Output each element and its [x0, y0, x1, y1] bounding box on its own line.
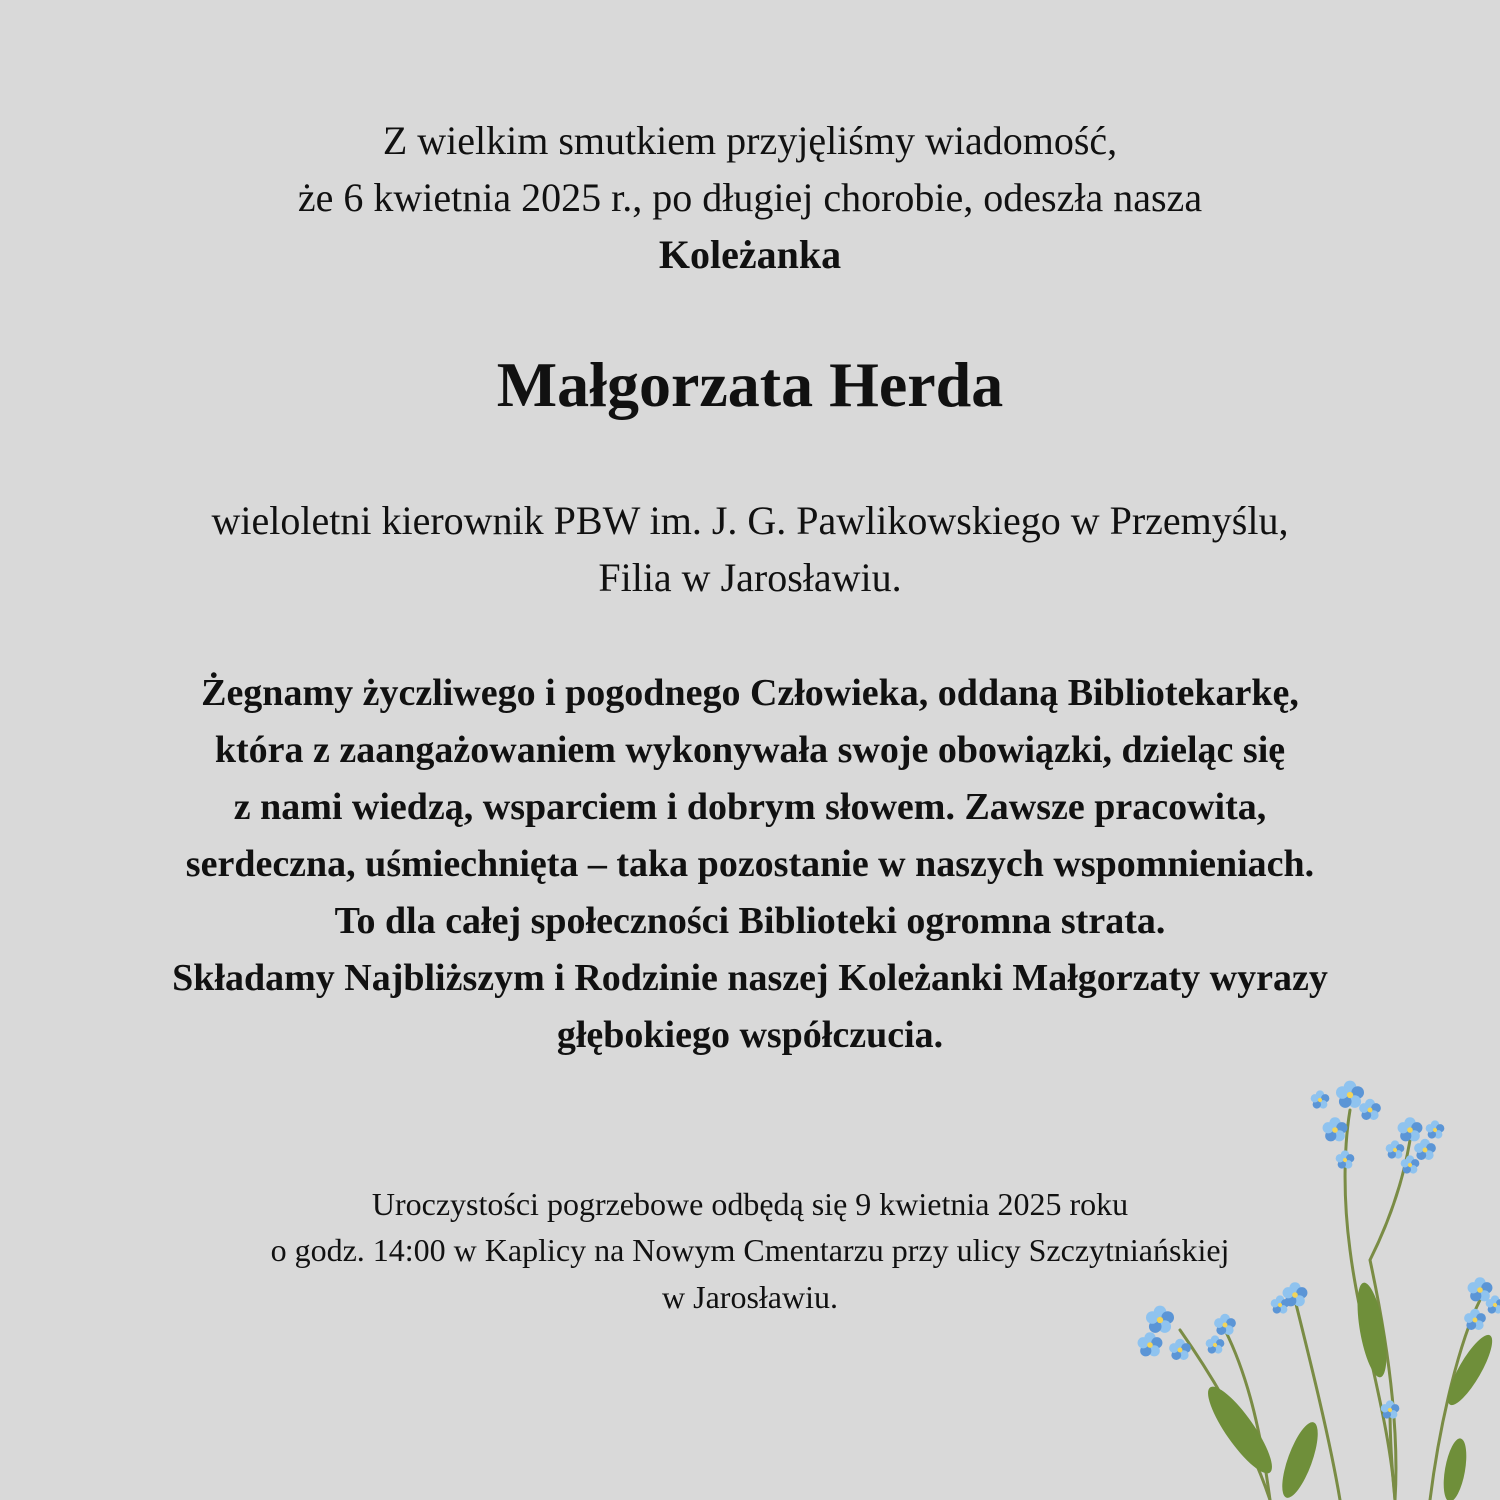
flower-petal: [1386, 1144, 1394, 1152]
flower-center: [1477, 1287, 1483, 1293]
flower-center: [1292, 1292, 1298, 1298]
forget-me-not-flowers-icon: [1080, 1060, 1500, 1500]
flower-center: [1423, 1148, 1428, 1153]
flower-center: [1223, 1323, 1228, 1328]
farewell-line: Składamy Najbliższym i Rodzinie naszej Koleżanki Małgorzaty wyrazy: [172, 957, 1328, 999]
flower-center: [1388, 1408, 1392, 1412]
flower-petal: [1359, 1103, 1369, 1113]
intro-line-1: Z wielkim smutkiem przyjęliśmy wiadomość,: [382, 118, 1118, 163]
farewell-line: serdeczna, uśmiechnięta – taka pozostanie w naszych wspomnieniach.: [185, 843, 1315, 885]
funeral-info-line: w Jarosławiu.: [662, 1279, 838, 1315]
farewell-line: z nami wiedzą, wsparciem i dobrym słowem. Zawsze pracowita,: [233, 786, 1267, 828]
funeral-info-line: o godz. 14:00 w Kaplicy na Nowym Cmentarzu przy ulicy Szczytniańskiej: [270, 1232, 1230, 1268]
flower-petal: [1214, 1318, 1224, 1328]
farewell-line: Żegnamy życzliwego i pogodnego Człowieka, oddaną Bibliotekarkę,: [201, 672, 1299, 714]
flower-petal: [1323, 1122, 1334, 1133]
flower-center: [1433, 1128, 1437, 1132]
flower-leaf: [1440, 1330, 1499, 1410]
flower-center: [1347, 1092, 1353, 1098]
funeral-info-line: Uroczystości pogrzebowe odbędą się 9 kwietnia 2025 roku: [371, 1186, 1129, 1222]
flower-center: [1407, 1127, 1413, 1133]
role-line-2: Filia w Jarosławiu.: [598, 555, 902, 600]
flower-petal: [1468, 1282, 1479, 1293]
flower-center: [1147, 1342, 1153, 1348]
flower-petal: [1206, 1339, 1214, 1347]
deceased-name: Małgorzata Herda: [496, 349, 1004, 420]
flower-center: [1343, 1158, 1347, 1162]
flower-petal: [1401, 1159, 1409, 1167]
flower-center: [1178, 1348, 1183, 1353]
flower-center: [1157, 1317, 1163, 1323]
role-line-1: wieloletni kierownik PBW im. J. G. Pawlikowskiego w Przemyślu,: [211, 498, 1289, 543]
flower-center: [1473, 1318, 1478, 1323]
farewell-line: To dla całej społeczności Biblioteki ogromna strata.: [334, 900, 1166, 942]
flower-petal: [1138, 1337, 1149, 1348]
flower-center: [1213, 1343, 1217, 1347]
flower-petal: [1311, 1094, 1319, 1102]
flower-leaf: [1275, 1418, 1325, 1500]
flower-petal: [1169, 1343, 1179, 1353]
flower-petal: [1426, 1124, 1434, 1132]
flower-petal: [1271, 1299, 1279, 1307]
flower-petal: [1464, 1313, 1474, 1323]
farewell-line: która z zaangażowaniem wykonywała swoje obowiązki, dzieląc się: [214, 729, 1286, 771]
flower-petal: [1146, 1311, 1159, 1324]
flower-center: [1393, 1148, 1397, 1152]
flower-petal: [1398, 1122, 1409, 1133]
flower-center: [1278, 1303, 1282, 1307]
flower-center: [1493, 1303, 1497, 1307]
flower-leaf: [1440, 1437, 1471, 1500]
flower-petal: [1336, 1154, 1344, 1162]
intro-line-3: Koleżanka: [658, 232, 842, 277]
flower-petal: [1336, 1086, 1349, 1099]
flower-center: [1368, 1108, 1373, 1113]
flower-petal: [1414, 1143, 1424, 1153]
flower-leaf: [1199, 1379, 1282, 1480]
flower-center: [1408, 1163, 1412, 1167]
flower-center: [1318, 1098, 1322, 1102]
flower-petal: [1381, 1404, 1389, 1412]
flower-petal: [1283, 1287, 1294, 1298]
intro-line-2: że 6 kwietnia 2025 r., po długiej chorobie, odeszła nasza: [297, 175, 1203, 220]
flower-petal: [1486, 1299, 1494, 1307]
flower-center: [1332, 1127, 1338, 1133]
farewell-line: głębokiego współczucia.: [556, 1014, 944, 1056]
